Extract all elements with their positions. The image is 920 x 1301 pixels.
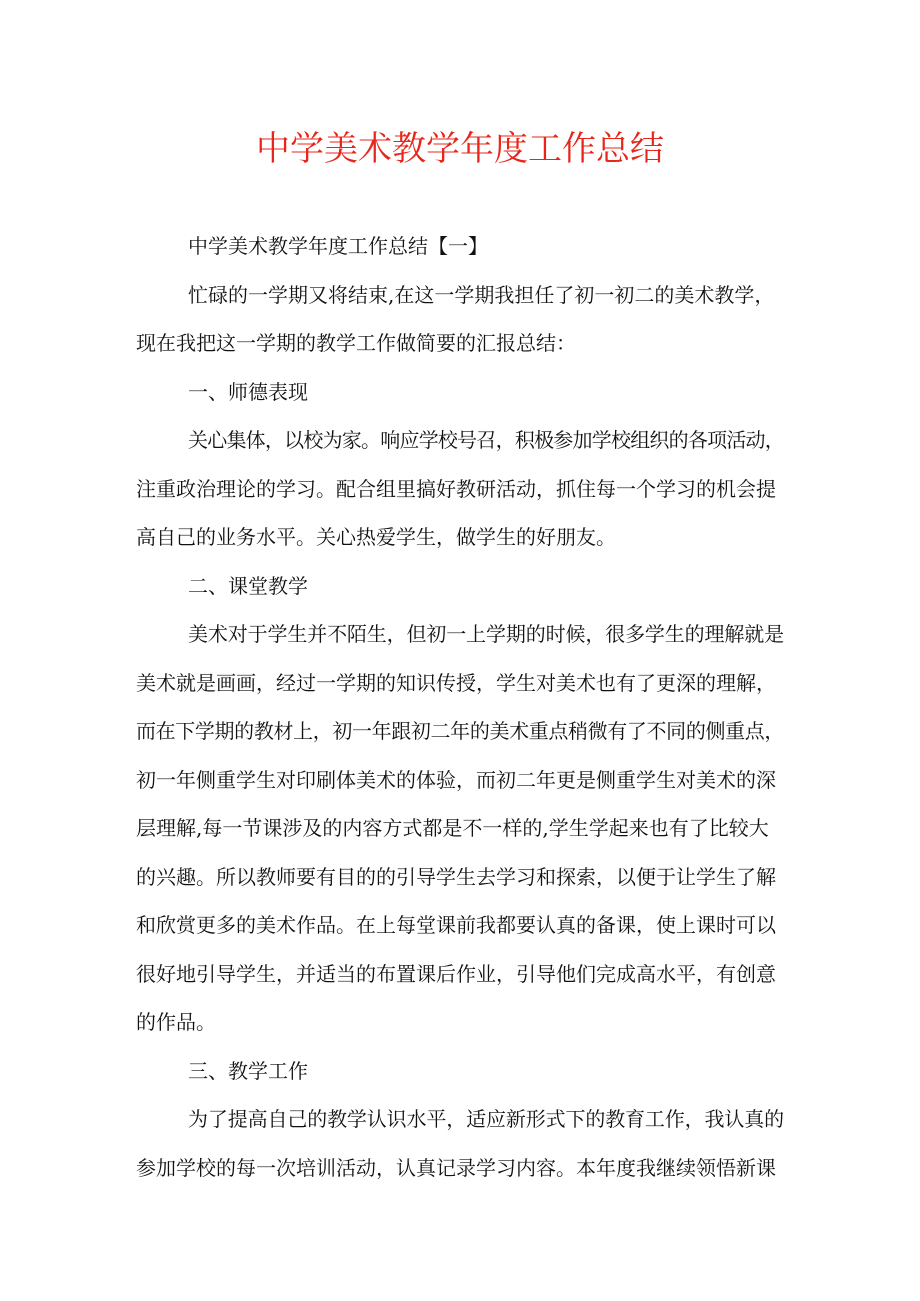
text-line: 一、师德表现 [188, 379, 308, 404]
text-line: 忙碌的一学期又将结束,在这一学期我担任了初一初二的美术教学， [188, 282, 775, 307]
text-line: 关心集体，以校为家。响应学校号召，积极参加学校组织的各项活动， [188, 428, 784, 452]
text-line: 美术对于学生并不陌生，但初一上学期的时候，很多学生的理解就是 [188, 622, 784, 646]
text-line: 很好地引导学生，并适当的布置课后作业，引导他们完成高水平，有创意 [136, 961, 776, 986]
text-line: 层理解,每一节课涉及的内容方式都是不一样的,学生学起来也有了比较大 [136, 816, 769, 840]
document-body [136, 222, 784, 1192]
document-title: 中学美术教学年度工作总结 [256, 129, 664, 169]
text-line: 三、教学工作 [188, 1058, 308, 1083]
text-line: 初一年侧重学生对印刷体美术的体验，而初二年更是侧重学生对美术的深 [136, 767, 776, 792]
text-line: 的作品。 [136, 1010, 216, 1034]
text-line: 注重政治理论的学习。配合组里搞好教研活动，抓住每一个学习的机会提 [136, 476, 776, 501]
text-line: 二、课堂教学 [188, 573, 308, 598]
text-line: 美术就是画画，经过一学期的知识传授，学生对美术也有了更深的理解， [136, 670, 776, 695]
text-line: 为了提高自己的教学认识水平，适应新形式下的教育工作，我认真的 [188, 1107, 784, 1131]
text-line: 的兴趣。所以教师要有目的的引导学生去学习和探索，以便于让学生了解 [136, 864, 776, 889]
text-line: 中学美术教学年度工作总结【一】 [188, 234, 488, 258]
text-line: 而在下学期的教材上，初一年跟初二年的美术重点稍微有了不同的侧重点， [136, 719, 784, 743]
text-line: 参加学校的每一次培训活动，认真记录学习内容。本年度我继续领悟新课 [136, 1155, 776, 1180]
text-line: 现在我把这一学期的教学工作做简要的汇报总结： [136, 331, 576, 355]
text-line: 和欣赏更多的美术作品。在上每堂课前我都要认真的备课，使上课时可以 [136, 913, 776, 937]
text-line: 高自己的业务水平。关心热爱学生，做学生的好朋友。 [136, 525, 616, 549]
